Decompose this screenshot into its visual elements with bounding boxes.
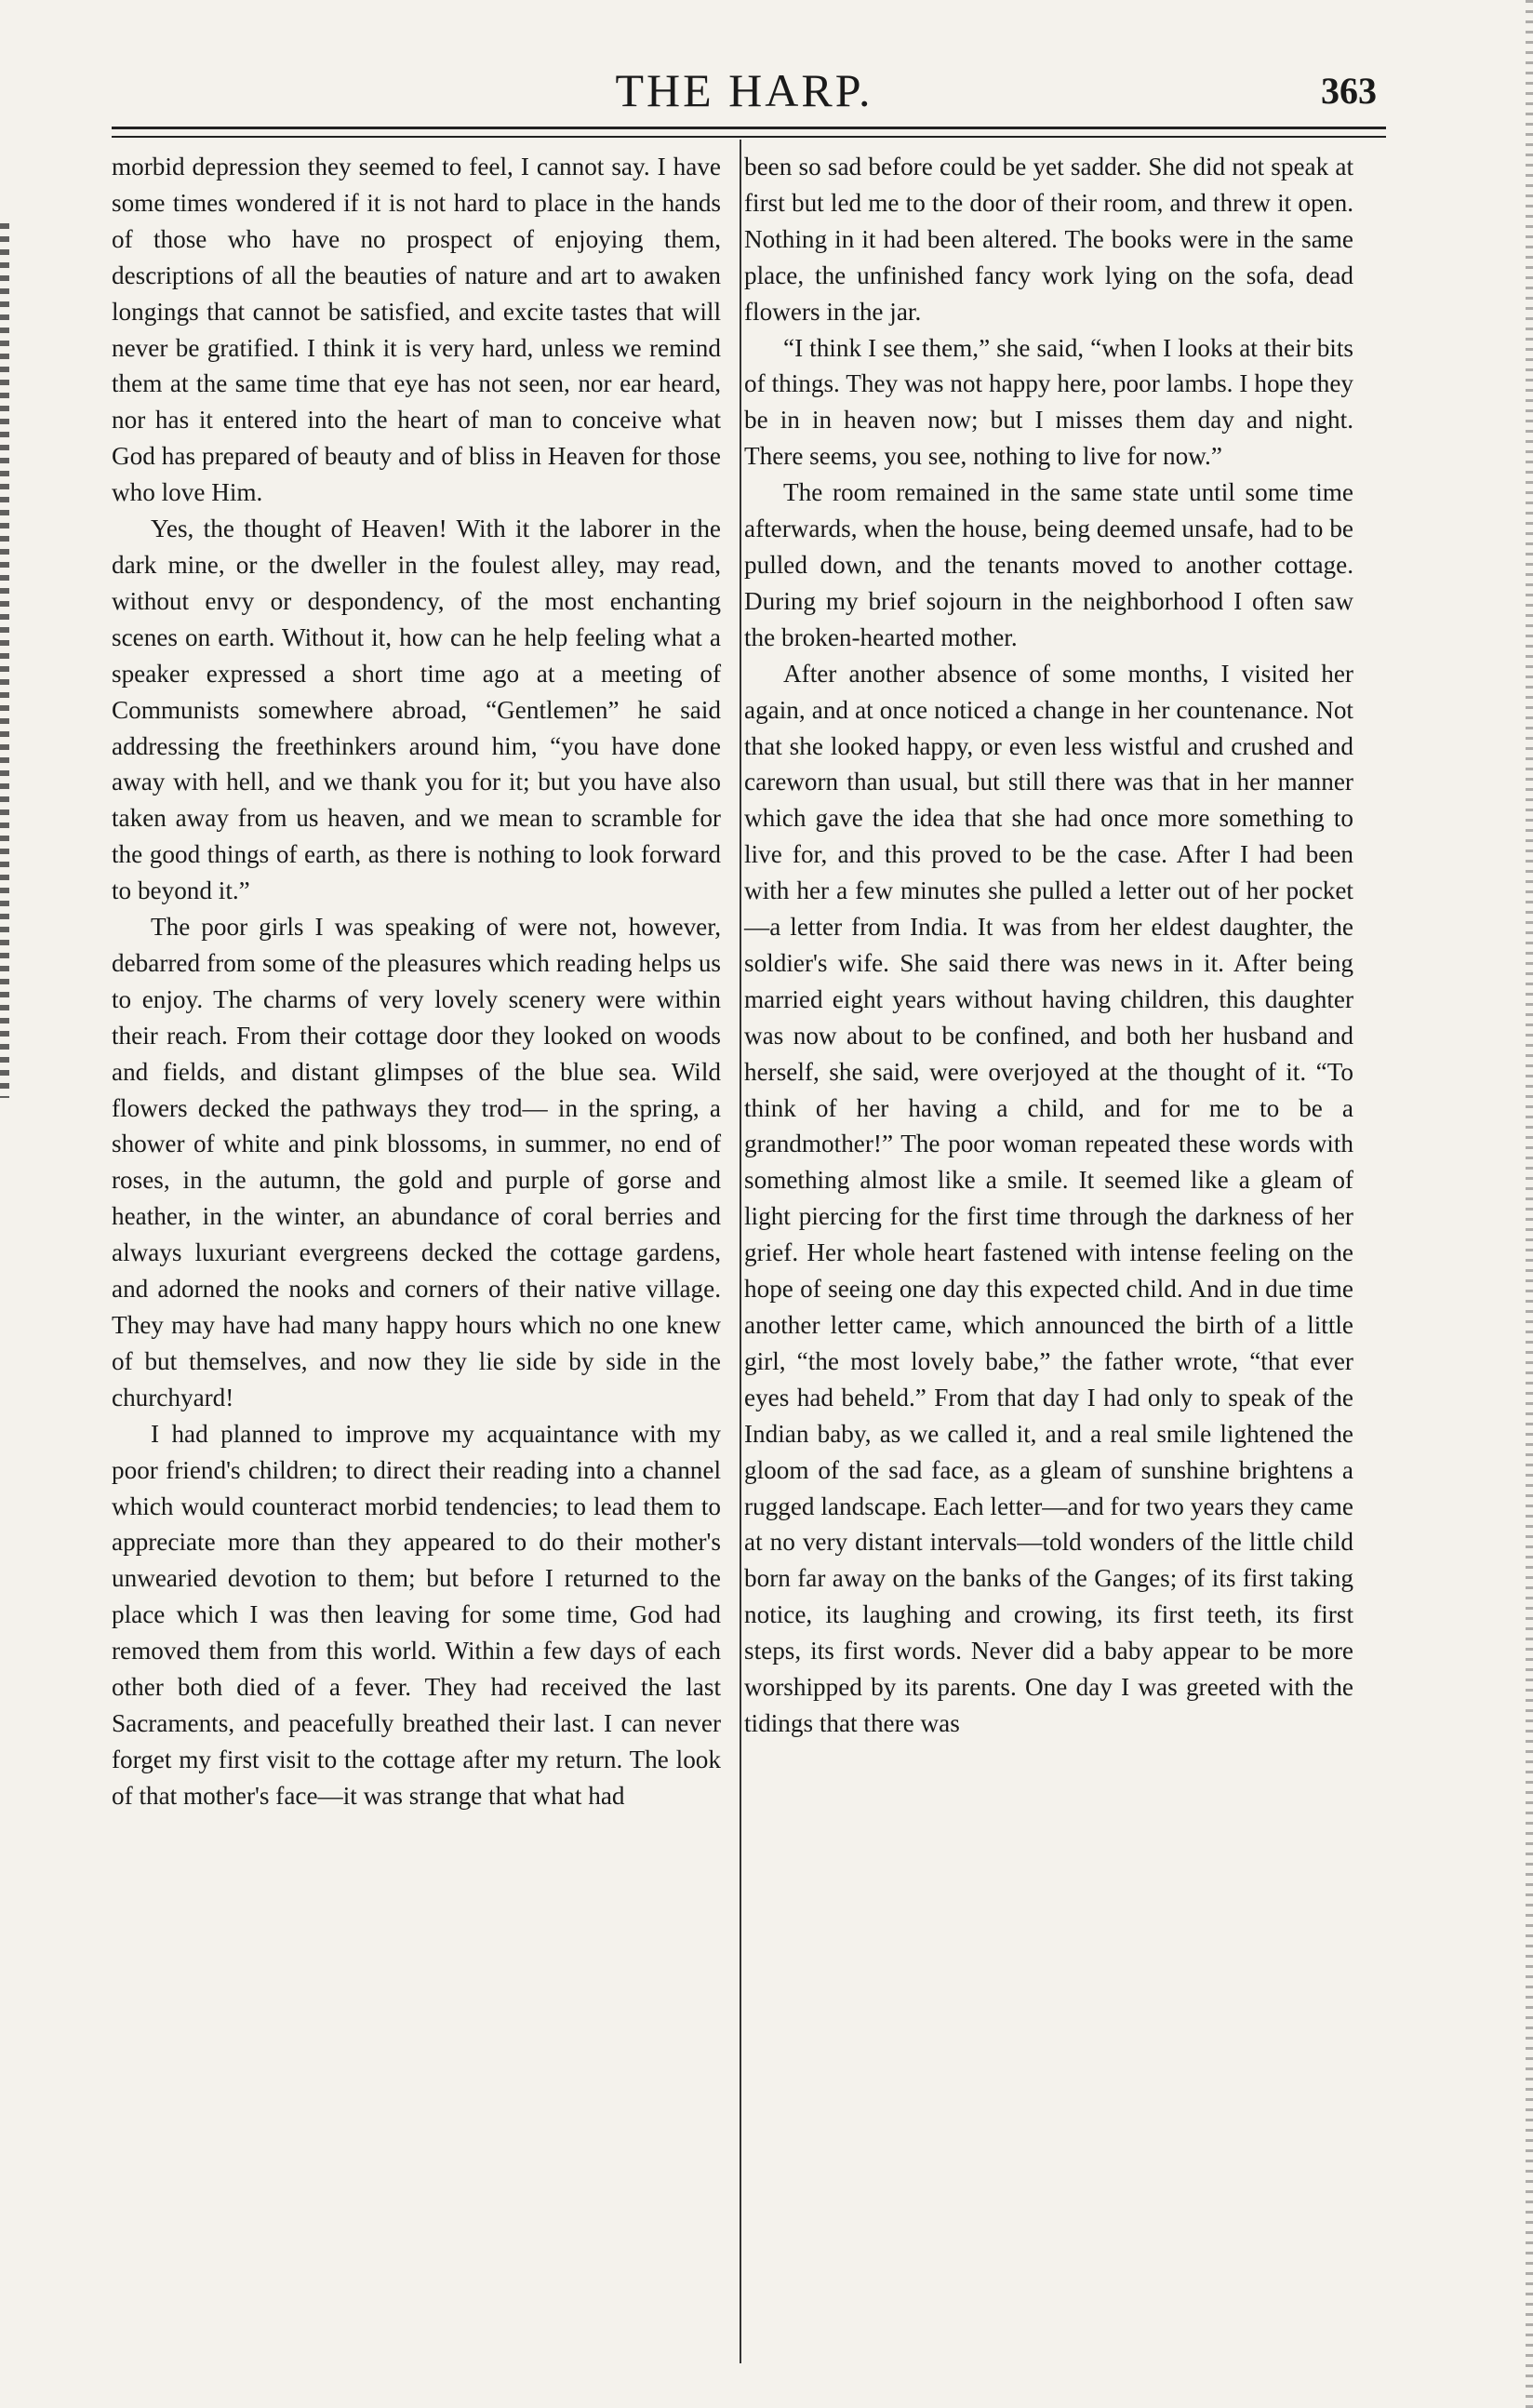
left-column — [112, 149, 721, 1814]
page-edge-mark-left — [0, 223, 9, 1098]
page-edge-mark-right — [1526, 0, 1533, 2408]
right-column — [744, 149, 1353, 1742]
paragraph: The room remained in the same state until some time afterwards, when the house, being deemed unsafe, had to be pulled down, and the tenants moved to another cottage. During my brief sojourn in the neighborhood I often saw the broken-hearted mother. — [744, 478, 1353, 651]
paragraph: The poor girls I was speaking of were not, however, debarred from some of the pleasures which reading helps us to enjoy. The charms of very lovely scenery were within their reach. From their cottage door they looked on woods and fields, and distant glimpses of the blue sea. Wild flowers decked the pathways they trod— in the spring, a shower of white and pink blossoms, in summer, no end of roses, in the autumn, the gold and purple of gorse and heather, in the winter, an abundance of coral berries and always luxuriant evergreens decked the cottage gardens, and adorned the nooks and corners of their native village. They may have had many happy hours which no one knew of but themselves, and now they lie side by side in the churchyard! — [112, 913, 721, 1411]
column-divider — [740, 140, 741, 2363]
paragraph: been so sad before could be yet sadder. She did not speak at first but led me to the door of their room, and threw it open. Nothing in it had been altered. The books were in the same place, the unfinished fancy work lying on the sofa, dead flowers in the jar. — [744, 153, 1353, 326]
paragraph: I had planned to improve my acquaintance with my poor friend's children; to direct their reading into a channel which would counteract morbid tendencies; to lead them to appreciate more than they appeared to do their mother's unwearied devotion to them; but before I returned to the place which I was then leaving for some time, God had removed them from this world. Within a few days of each other both died of a fever. They had received the last Sacraments, and peacefully breathed their last. I can never forget my first visit to the cottage after my return. The look of that mother's face—it was strange that what had — [112, 1419, 721, 1810]
paragraph: After another absence of some months, I visited her again, and at once noticed a change in her countenance. Not that she looked happy, or even less wistful and crushed and careworn than usual, but still there was that in her manner which gave the idea that she had once more something to live for, and this proved to be the case. After I had been with her a few minutes she pulled a letter out of her pocket—a letter from India. It was from her eldest daughter, the soldier's wife. She said there was news in it. After being married eight years without having children, this daughter was now about to be confined, and both her husband and herself, she said, were overjoyed at the thought of it. “To think of her having a child, and for me to be a grandmother!” The poor woman repeated these words with something almost like a smile. It seemed like a gleam of light piercing for the first time through the darkness of her grief. Her whole heart fastened with intense feeling on the hope of seeing one day this expected child. And in due time another letter came, which announced the birth of a little girl, “the most lovely babe,” the father wrote, “that ever eyes had beheld.” From that day I had only to speak of the Indian baby, as we called it, and a real smile lightened the gloom of the sad face, as a gleam of sunshine brightens a rugged landscape. Each letter—and for two years they came at no very distant intervals—told wonders of the little child born far away on the banks of the Ganges; of its first taking notice, its laughing and crowing, its first teeth, its first steps, its first words. Never did a baby appear to be more worshipped by its parents. One day I was greeted with the tidings that there was — [744, 659, 1353, 1737]
page-header — [112, 63, 1377, 128]
paragraph: “I think I see them,” she said, “when I looks at their bits of things. They was not happy here, poor lambs. I hope they be in in heaven now; but I misses them day and night. There seems, you see, nothing to live for now.” — [744, 333, 1353, 471]
paragraph: morbid depression they seemed to feel, I cannot say. I have some times wondered if it is not hard to place in the hands of those who have no prospect of enjoying them, descriptions of all the beauties of nature and art to awaken longings that cannot be satisfied, and excite tastes that will never be gratified. I think it is very hard, unless we remind them at the same time that eye has not seen, nor ear heard, nor has it entered into the heart of man to conceive what God has prepared of beauty and of bliss in Heaven for those who love Him. — [112, 153, 721, 507]
header-rule — [112, 127, 1386, 129]
journal-title: THE HARP. — [615, 64, 873, 116]
header-rule-secondary — [112, 136, 1386, 138]
page-number: 363 — [1321, 70, 1377, 112]
paragraph: Yes, the thought of Heaven! With it the laborer in the dark mine, or the dweller in the foulest alley, may read, without envy or despondency, of the most enchanting scenes on earth. Without it, how can he help feeling what a speaker expressed a short time ago at a meeting of Communists somewhere abroad, “Gentlemen” he said addressing the freethinkers around him, “you have done away with hell, and we thank you for it; but you have also taken away from us heaven, and we mean to scramble for the good things of earth, as there is nothing to look forward to beyond it.” — [112, 515, 721, 905]
